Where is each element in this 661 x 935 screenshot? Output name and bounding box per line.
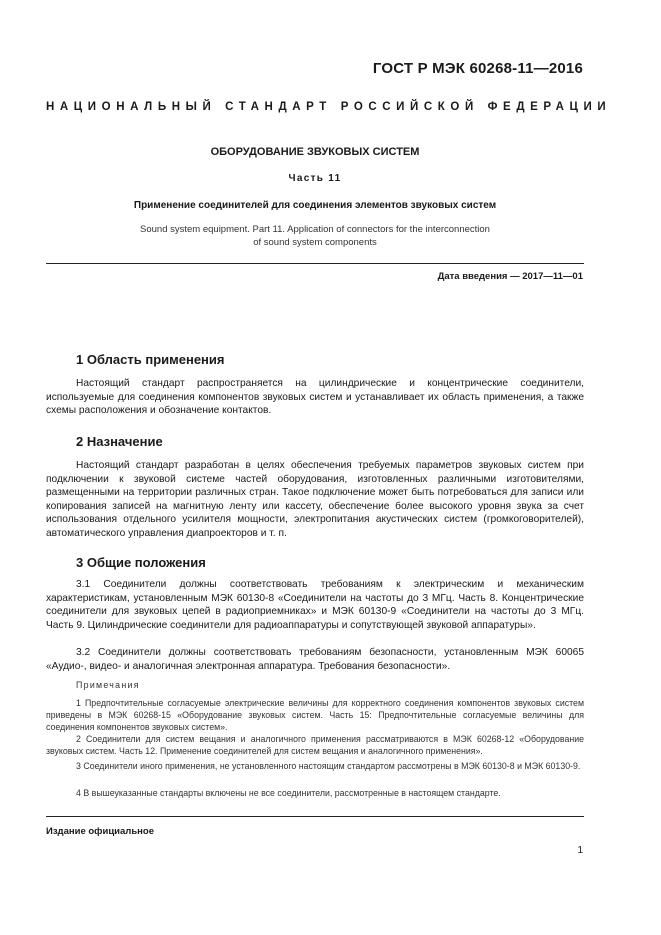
english-title: [46, 224, 584, 249]
page-number: 1: [577, 845, 583, 856]
english-title-line-2: of sound system components: [253, 236, 377, 248]
section-1-paragraph: Настоящий стандарт распространяется на цилиндрические и концентрические соединители, используемые для соединения компонентов звуковых систем и устанавливает их область применения, а также схемы расположения и обозначение контактов.: [46, 378, 584, 417]
document-part: Часть 11: [288, 173, 342, 184]
section-1-heading: 1 Область применения: [76, 352, 225, 367]
document-subtitle: Применение соединителей для соединения элементов звуковых систем: [133, 200, 497, 211]
official-edition-label: Издание официальное: [46, 826, 154, 837]
note-item-4: 4 В вышеуказанные стандарты включены не все соединители, рассмотренные в настоящем стандарте.: [76, 788, 501, 798]
section-3-paragraph-1: 3.1 Соединители должны соответствовать требованиям к электрическим и механическим характеристикам, установленным МЭК 60130-8 «Соединители на частоты до 3 МГц. Часть 8. Концентрические соединители для звуковых цепей в радиоприемниках» и МЭК 60130-9 «Соединители на частоты до 3 МГц. Часть 9. Цилиндрические соединители для радиоаппаратуры и сопутствующей звуковой аппаратуры».: [46, 579, 584, 631]
note-item-2: 2 Соединители для систем вещания и аналогичного применения рассматриваются в МЭК 60268-12 «Оборудование звуковых систем. Часть 12. Применение соединителей для систем вещания и аналогичного применения».: [46, 734, 584, 756]
notes-label: Примечания: [76, 680, 140, 690]
section-3-heading: 3 Общие положения: [76, 555, 206, 570]
footer-divider: [46, 816, 584, 817]
section-2-paragraph: Настоящий стандарт разработан в целях обеспечения требуемых параметров звуковых систем при подключении к звуковой системе частей оборудования, изготовленных различными изготовителями, размещенными на территории различных стран. Такое подключение может быть потребоваться для записи или копирования записей на магнитную ленту или кассету, обеспечение более высокого уровня звука за счет использования отдельного усилителя мощности, электропитания акустических систем (громкоговорителей), автоматического управления диапроекторов и т. п.: [46, 460, 584, 539]
note-item-3: 3 Соединители иного применения, не установленного настоящим стандартом рассмотрены в МЭК 60130-8 и МЭК 60130-9.: [76, 761, 581, 771]
note-item-1: 1 Предпочтительные согласуемые электрические величины для корректного соединения компонентов звуковых систем приведены в МЭК 60268-15 «Оборудование звуковых систем. Часть 15: Предпочтительные согласуемые величины для соединения компонентов звуковых систем».: [46, 698, 584, 732]
title-divider: [46, 263, 584, 264]
section-3-paragraph-2: 3.2 Соединители должны соответствовать требованиям безопасности, установленным МЭК 60065 «Аудио-, видео- и аналогичная электронная аппаратура. Требования безопасности».: [46, 647, 584, 672]
document-title: ОБОРУДОВАНИЕ ЗВУКОВЫХ СИСТЕМ: [210, 146, 420, 158]
section-2-heading: 2 Назначение: [76, 434, 163, 449]
english-title-line-1: Sound system equipment. Part 11. Application of connectors for the interconnection: [140, 224, 490, 235]
date-introduced: Дата введения — 2017—11—01: [437, 271, 583, 282]
national-standard-banner: НАЦИОНАЛЬНЫЙ СТАНДАРТ РОССИЙСКОЙ ФЕДЕРАЦИИ: [46, 101, 612, 113]
standard-number: ГОСТ Р МЭК 60268-11—2016: [372, 60, 583, 77]
